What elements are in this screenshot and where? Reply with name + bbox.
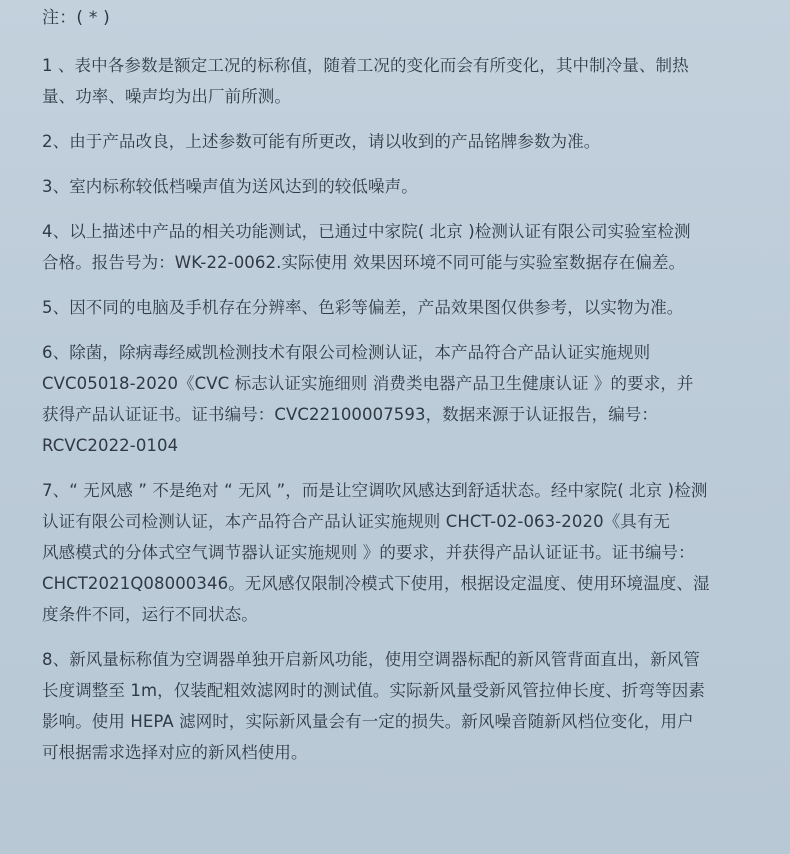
- note-4: 4、以上描述中产品的相关功能测试，已通过中家院( 北京 )检测认证有限公司实验室检测 合格。报告号为：WK-22-0062.实际使用 效果因环境不同可能与实验室数据存在偏差。: [42, 222, 691, 272]
- note-7: 7、“ 无风感 ” 不是绝对 “ 无风 ”，而是让空调吹风感达到舒适状态。经中家院( 北京 )检测 认证有限公司检测认证，本产品符合产品认证实施规则 CHCT-02-063-2020《具有无 风感模式的分体式空气调节器认证实施规则 》的要求，并获得产品认证证书。证书编号： CHCT2021Q08000346。无风感仅限制冷模式下使用，根据设定温度、使用环境温度、湿 度条件不同，运行不同状态。: [42, 481, 710, 624]
- note-1: 1 、表中各参数是额定工况的标称值，随着工况的变化而会有所变化，其中制冷量、制热 量、功率、噪声均为出厂前所测。: [42, 56, 689, 106]
- note-2: 2、由于产品改良，上述参数可能有所更改，请以收到的产品铭牌参数为准。: [42, 132, 601, 151]
- note-3: 3、室内标称较低档噪声值为送风达到的较低噪声。: [42, 177, 418, 196]
- note-8: 8、新风量标称值为空调器单独开启新风功能，使用空调器标配的新风管背面直出，新风管 长度调整至 1m，仅装配粗效滤网时的测试值。实际新风量受新风管拉伸长度、折弯等因素 影响。使用 HEPA 滤网时，实际新风量会有一定的损失。新风噪音随新风档位变化，用户 可根据需求选择对应的新风档使用。: [42, 650, 705, 762]
- note-5: 5、因不同的电脑及手机存在分辨率、色彩等偏差，产品效果图仅供参考，以实物为准。: [42, 298, 684, 317]
- note-6: 6、除菌，除病毒经威凯检测技术有限公司检测认证，本产品符合产品认证实施规则 CVC05018-2020《CVC 标志认证实施细则 消费类电器产品卫生健康认证 》的要求，并 获得产品认证证书。证书编号：CVC22100007593，数据来源于认证报告，编号： RCVC2022-0104: [42, 343, 694, 455]
- notes-title: 注：( * ): [42, 8, 110, 28]
